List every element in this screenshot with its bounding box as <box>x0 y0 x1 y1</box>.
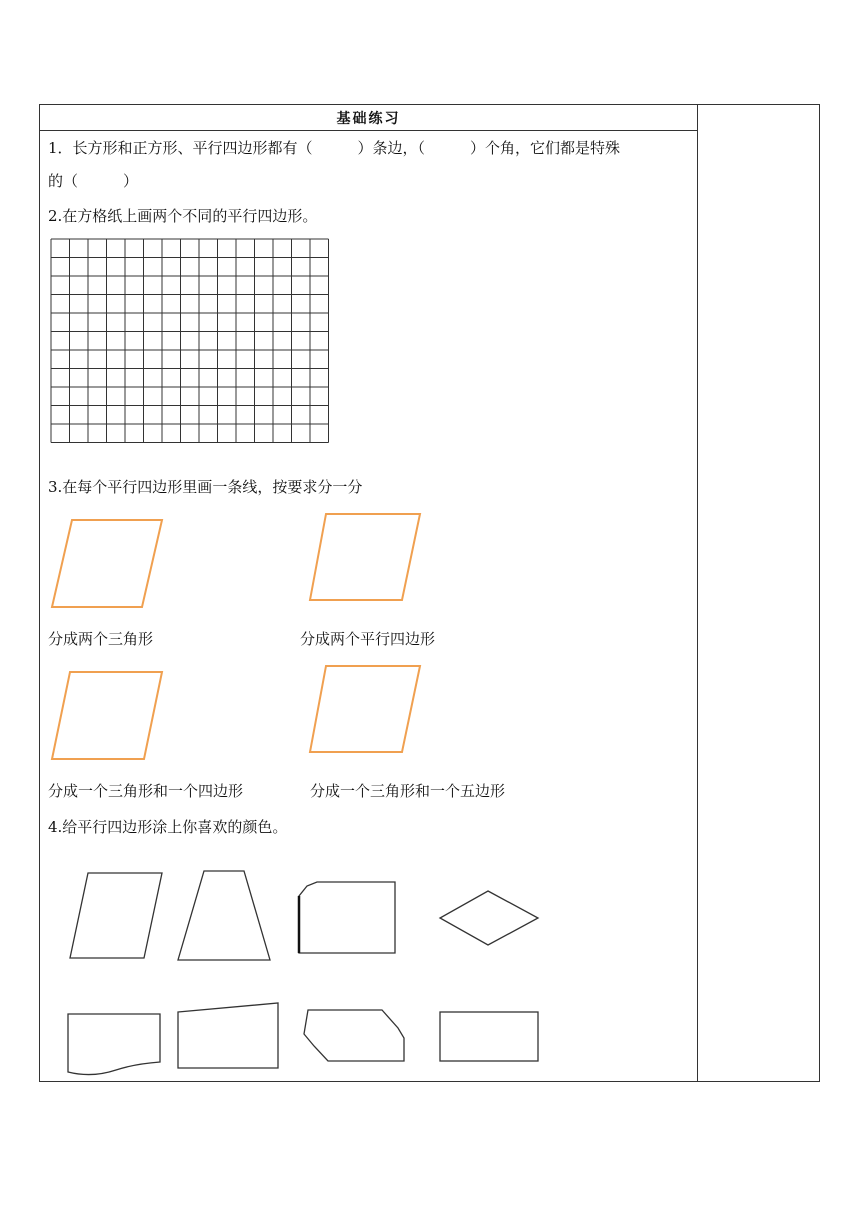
shape-trapezoid[interactable] <box>174 868 274 964</box>
shape-curved-rectangle[interactable] <box>64 1010 164 1082</box>
q1-line2: 的（ ） <box>48 172 139 190</box>
column-divider <box>697 105 698 1081</box>
grid-paper[interactable] <box>50 238 332 460</box>
q3-label-3: 分成一个三角形和一个四边形 <box>48 782 244 800</box>
shape-cut-corners[interactable] <box>300 1006 408 1066</box>
q1-line1: 1．长方形和正方形、平行四边形都有（ ）条边，（ ）个角，它们都是特殊 <box>48 139 621 157</box>
q2-text: 2.在方格纸上画两个不同的平行四边形。 <box>48 207 318 225</box>
shape-parallelogram[interactable] <box>66 870 166 962</box>
shape-rhombus[interactable] <box>436 888 542 948</box>
q3-label-4: 分成一个三角形和一个五边形 <box>310 782 506 800</box>
shape-rectangle[interactable] <box>438 1010 542 1064</box>
parallelogram-3[interactable] <box>50 670 168 764</box>
shape-quadrilateral[interactable] <box>174 1000 282 1072</box>
q3-label-2: 分成两个平行四边形 <box>300 630 436 648</box>
parallelogram-2[interactable] <box>308 512 424 604</box>
shape-cut-rectangle[interactable] <box>295 878 401 958</box>
parallelogram-1[interactable] <box>50 518 170 612</box>
parallelogram-4[interactable] <box>308 664 424 756</box>
section-header: 基础练习 <box>40 105 697 131</box>
q3-label-1: 分成两个三角形 <box>48 630 154 648</box>
q3-text: 3.在每个平行四边形里画一条线，按要求分一分 <box>48 478 363 496</box>
q4-text: 4.给平行四边形涂上你喜欢的颜色。 <box>48 818 288 836</box>
